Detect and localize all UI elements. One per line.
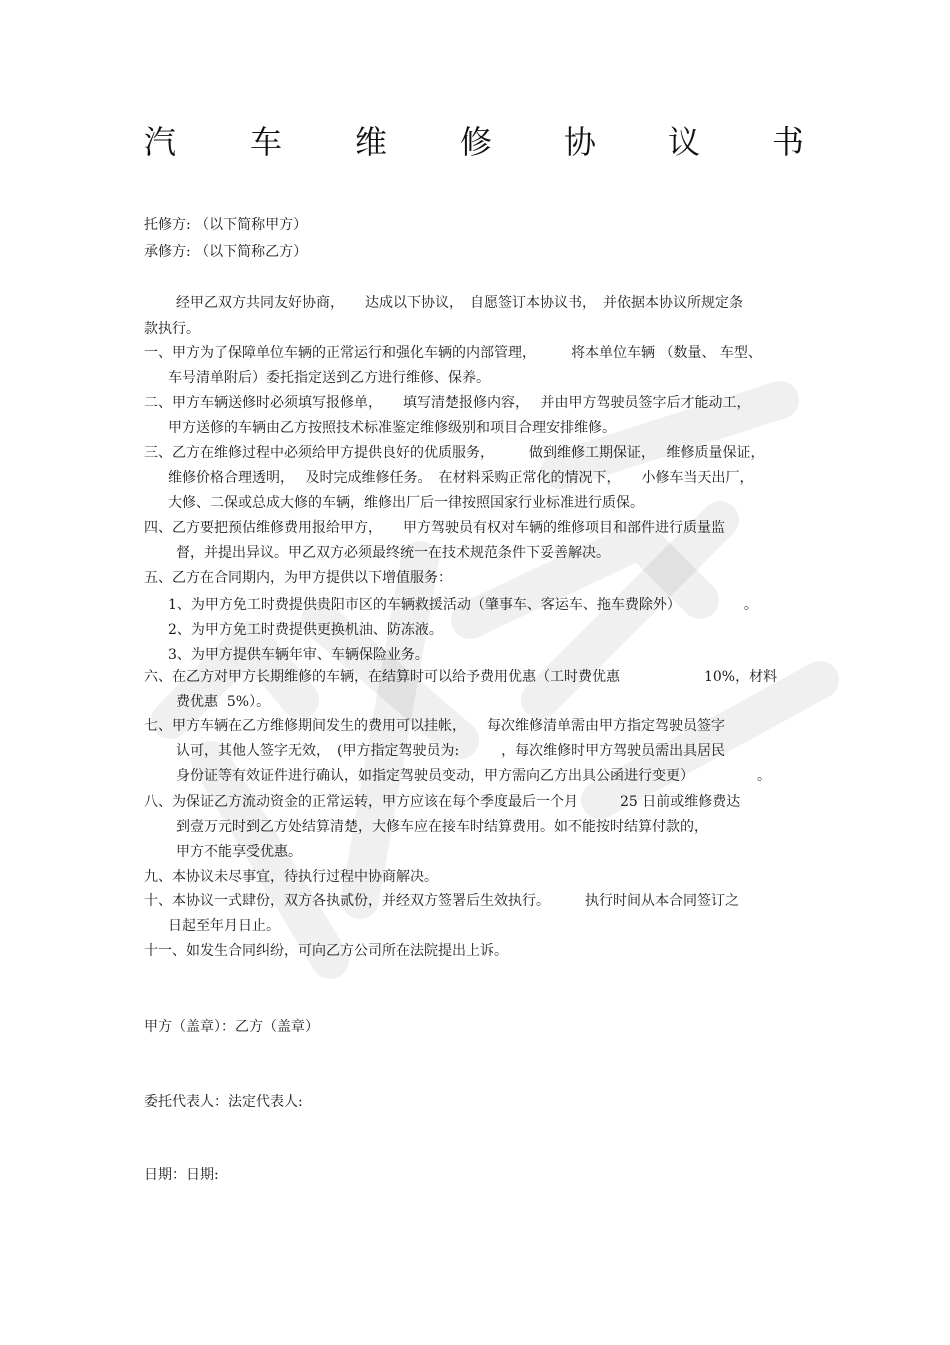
title-char: 议 — [668, 123, 701, 161]
clause-line: 日起至年月日止。 — [168, 918, 280, 934]
clause-line: 大修、二保或总成大修的车辆，维修出厂后一律按照国家行业标准进行质保。 — [168, 495, 644, 511]
title-char: 维 — [355, 123, 388, 161]
clause-line: 甲方送修的车辆由乙方按照技术标准鉴定维修级别和项目合理安排维修。 — [168, 420, 616, 436]
clause-line: 2、为甲方免工时费提供更换机油、防冻液。 — [168, 622, 443, 638]
clause-line: 甲方不能享受优惠。 — [176, 844, 302, 860]
clause-line: 四、乙方要把预估维修费用报给甲方， 甲方驾驶员有权对车辆的维修项目和部件进行质量监 — [144, 520, 725, 536]
clause-line: 车号清单附后）委托指定送到乙方进行维修、保养。 — [168, 370, 490, 386]
clause-line: 八、为保证乙方流动资金的正常运转，甲方应该在每个季度最后一个月 25 日前或维修费达 — [144, 794, 741, 810]
clause-line: 二、甲方车辆送修时必须填写报修单， 填写清楚报修内容， 并由甲方驾驶员签字后才能动工， — [144, 395, 751, 411]
intro-line: 经甲乙双方共同友好协商， 达成以下协议， 自愿签订本协议书， 并依据本协议所规定条 — [176, 295, 743, 311]
clause-line: 认可，其他人签字无效， (甲方指定驾驶员为: ，每次维修时甲方驾驶员需出具居民 — [176, 743, 726, 759]
intro-line: 款执行。 — [144, 321, 200, 337]
clause-line: 督，并提出异议。甲乙双方必须最终统一在技术规范条件下妥善解决。 — [176, 545, 610, 561]
title-char: 协 — [564, 123, 597, 161]
seal-line: 甲方（盖章）：乙方（盖章） — [144, 1019, 319, 1035]
clause-line: 五、乙方在合同期内，为甲方提供以下增值服务： — [144, 570, 452, 586]
clause-line: 身份证等有效证件进行确认，如指定驾驶员变动，甲方需向乙方出具公函进行变更） 。 — [176, 768, 771, 784]
clause-line: 九、本协议未尽事宜，待执行过程中协商解决。 — [144, 869, 438, 885]
clause-line: 维修价格合理透明， 及时完成维修任务。 在材料采购正常化的情况下， 小修车当天出厂， — [168, 470, 754, 486]
title-char: 书 — [772, 123, 805, 161]
title-char: 车 — [250, 123, 283, 161]
clause-line: 七、甲方车辆在乙方维修期间发生的费用可以挂帐， 每次维修清单需由甲方指定驾驶员签字 — [144, 718, 725, 734]
clause-line: 十、本协议一式肆份，双方各执贰份，并经双方签署后生效执行。 执行时间从本合同签订之 — [144, 893, 739, 909]
clause-line: 十一、如发生合同纠纷，可向乙方公司所在法院提出上诉。 — [144, 943, 508, 959]
clause-line: 三、乙方在维修过程中必须给甲方提供良好的优质服务， 做到维修工期保证， 维修质量保证， — [144, 445, 765, 461]
title-char: 汽 — [144, 123, 177, 161]
title-char: 修 — [460, 123, 493, 161]
clause-line: 3、为甲方提供车辆年审、车辆保险业务。 — [168, 647, 429, 663]
client-party: 托修方: （以下简称甲方） — [144, 217, 308, 233]
clause-line: 一、甲方为了保障单位车辆的正常运行和强化车辆的内部管理， 将本单位车辆 （数量、 车型、 — [144, 345, 762, 361]
clause-line: 六、在乙方对甲方长期维修的车辆，在结算时可以给予费用优惠（工时费优惠 10%，材料 — [144, 669, 778, 685]
contractor-party: 承修方: （以下简称乙方） — [144, 244, 308, 260]
date-line: 日期：日期: — [144, 1167, 219, 1183]
clause-line: 到壹万元时到乙方处结算清楚，大修车应在接车时结算费用。如不能按时结算付款的， — [176, 819, 708, 835]
clause-line: 费优惠 5%）。 — [176, 694, 271, 710]
clause-line: 1、为甲方免工时费提供贵阳市区的车辆救援活动（肇事车、客运车、拖车费除外） 。 — [168, 597, 758, 613]
representative-line: 委托代表人：法定代表人: — [144, 1094, 303, 1110]
